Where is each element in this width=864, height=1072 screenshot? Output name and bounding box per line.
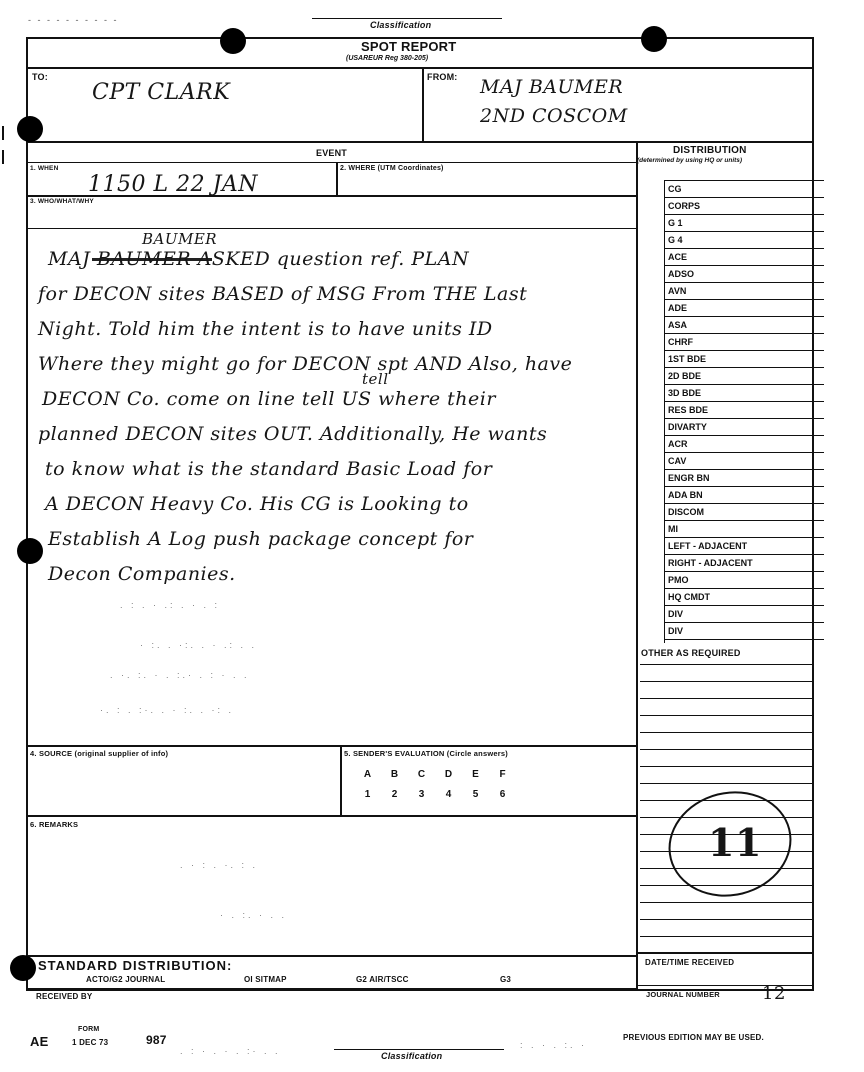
when-value: 1150 L 22 JAN xyxy=(88,172,259,197)
std-dist-top-line xyxy=(26,955,636,957)
blank-line xyxy=(640,766,812,767)
dist-item: MI xyxy=(664,521,824,538)
margin-mark xyxy=(2,126,4,140)
form-title: SPOT REPORT xyxy=(361,39,457,54)
eval-letter[interactable]: D xyxy=(444,769,453,780)
distribution-title: DISTRIBUTION xyxy=(673,145,747,156)
distribution-subtitle: (determined by using HQ or units) xyxy=(637,157,743,164)
punch-hole xyxy=(10,955,36,981)
journal-line xyxy=(636,985,814,986)
to-from-bottom xyxy=(26,141,814,143)
blank-line xyxy=(640,749,812,750)
scan-noise: . : · . · . :· . . xyxy=(180,1046,281,1056)
dist-item: ADA BN xyxy=(664,487,824,504)
narrative-line-7: to know what is the standard Basic Load for xyxy=(45,458,493,480)
eval-number[interactable]: 6 xyxy=(499,789,506,800)
blank-line xyxy=(640,681,812,682)
scan-noise: . : . · .: . · . : xyxy=(120,600,221,610)
std-dist-item-2: OI SITMAP xyxy=(244,975,287,984)
received-by-line xyxy=(26,988,636,989)
blank-line xyxy=(640,664,812,665)
dist-item: CAV xyxy=(664,453,824,470)
evaluation-numbers[interactable] xyxy=(354,789,516,800)
scan-noise: · :. . ·:. . · .: . . xyxy=(140,640,257,650)
distribution-divider xyxy=(636,141,638,991)
dist-item: AVN xyxy=(664,283,824,300)
remarks-top-line xyxy=(26,815,636,817)
scan-noise: : . · . :. · xyxy=(520,1040,587,1050)
blank-line xyxy=(640,698,812,699)
dist-item: CHRF xyxy=(664,334,824,351)
dist-item: ADSO xyxy=(664,266,824,283)
dist-item: ACE xyxy=(664,249,824,266)
dist-item: HQ CMDT xyxy=(664,589,824,606)
footer-form-date: 1 DEC 73 xyxy=(72,1038,109,1047)
classification-top: Classification xyxy=(370,20,432,30)
narrative-line-1: MAJ BAUMER ASKED question ref. PLAN xyxy=(48,248,470,270)
dist-list-border xyxy=(664,181,665,643)
punch-hole xyxy=(17,116,43,142)
eval-number[interactable]: 2 xyxy=(391,789,398,800)
scan-noise: . ·. :. · . :.· . : · . . xyxy=(110,670,250,680)
blank-line xyxy=(640,919,812,920)
scan-noise: . · : . ·. : . xyxy=(180,860,258,870)
eval-letter[interactable]: B xyxy=(390,769,399,780)
classification-line-top xyxy=(312,18,502,19)
footer-form-label: FORM xyxy=(78,1026,100,1033)
eval-number[interactable]: 1 xyxy=(364,789,371,800)
blank-line xyxy=(640,715,812,716)
when-top-line xyxy=(26,162,636,163)
date-time-label: DATE/TIME RECEIVED xyxy=(645,958,735,967)
std-dist-item-4: G3 xyxy=(500,975,512,984)
dist-item: 3D BDE xyxy=(664,385,824,402)
from-line1: MAJ BAUMER xyxy=(480,76,624,98)
when-label: 1. WHEN xyxy=(30,165,59,172)
dist-item: G 1 xyxy=(664,215,824,232)
to-value: CPT CLARK xyxy=(92,80,231,105)
dist-item: CG xyxy=(664,181,824,198)
footer-ae: AE xyxy=(30,1034,49,1049)
header-specks: - - - - - - - - - - xyxy=(28,15,119,25)
std-dist-item-1: ACTO/G2 JOURNAL xyxy=(86,975,166,984)
event-label: EVENT xyxy=(316,148,348,158)
remarks-label: 6. REMARKS xyxy=(30,820,79,829)
std-dist-label: STANDARD DISTRIBUTION: xyxy=(38,958,233,973)
where-bottom-line xyxy=(26,195,636,197)
eval-number[interactable]: 4 xyxy=(445,789,452,800)
title-divider xyxy=(26,67,814,69)
distribution-list xyxy=(664,181,824,643)
narrative-line-10: Decon Companies. xyxy=(48,563,236,585)
dist-item: G 4 xyxy=(664,232,824,249)
dist-item: DIV xyxy=(664,623,824,640)
dist-item: RIGHT - ADJACENT xyxy=(664,555,824,572)
punch-hole xyxy=(641,26,667,52)
dist-item: DIVARTY xyxy=(664,419,824,436)
journal-label: JOURNAL NUMBER xyxy=(646,990,720,999)
journal-number: 12 xyxy=(762,983,786,1004)
narrative-line-4: Where they might go for DECON spt AND Also, have xyxy=(38,353,573,375)
footer-previous-edition: PREVIOUS EDITION MAY BE USED. xyxy=(623,1033,764,1042)
blank-line xyxy=(640,902,812,903)
dist-item: LEFT - ADJACENT xyxy=(664,538,824,555)
evaluation-label: 5. SENDER'S EVALUATION (Circle answers) xyxy=(344,749,508,758)
from-label: FROM: xyxy=(427,72,458,82)
blank-line xyxy=(640,732,812,733)
eval-number[interactable]: 5 xyxy=(472,789,479,800)
who-underline xyxy=(26,228,636,229)
from-line2: 2ND COSCOM xyxy=(480,105,628,127)
footer-form-number: 987 xyxy=(146,1033,167,1047)
narrative-insert-above-1: BAUMER xyxy=(142,230,218,248)
narrative-line-5: DECON Co. come on line tell US where their xyxy=(42,388,496,410)
dist-item: ADE xyxy=(664,300,824,317)
source-top-line xyxy=(26,745,636,747)
dist-item: DISCOM xyxy=(664,504,824,521)
dist-item: ENGR BN xyxy=(664,470,824,487)
other-as-required-label: OTHER AS REQUIRED xyxy=(641,648,741,658)
narrative-line-6: planned DECON sites OUT. Additionally, He wants xyxy=(38,423,548,445)
narrative-line-3: Night. Told him the intent is to have units ID xyxy=(38,318,493,340)
eval-letter[interactable]: E xyxy=(472,769,479,780)
dist-item: RES BDE xyxy=(664,402,824,419)
dist-item: DIV xyxy=(664,606,824,623)
date-time-line xyxy=(636,952,814,954)
dist-item: ASA xyxy=(664,317,824,334)
scan-noise: · . :. · . . xyxy=(220,910,287,920)
dist-item: PMO xyxy=(664,572,824,589)
source-label: 4. SOURCE (original supplier of info) xyxy=(30,749,169,758)
narrative-line-2: for DECON sites BASED of MSG From THE Last xyxy=(38,283,528,305)
eval-letter[interactable]: F xyxy=(499,769,506,780)
to-label: TO: xyxy=(32,72,48,82)
narrative-line-9: Establish A Log push package concept for xyxy=(48,528,474,550)
narrative-insert-above-5: tell xyxy=(362,370,389,388)
eval-number[interactable]: 3 xyxy=(418,789,425,800)
blank-line xyxy=(640,783,812,784)
evaluation-letters[interactable] xyxy=(354,769,516,780)
punch-hole xyxy=(17,538,43,564)
margin-mark xyxy=(2,150,4,164)
to-from-divider xyxy=(422,67,424,141)
circled-stamp: 11 xyxy=(708,820,762,865)
when-where-divider xyxy=(336,162,338,195)
received-by-label: RECEIVED BY xyxy=(36,992,93,1001)
eval-letter[interactable]: C xyxy=(417,769,426,780)
source-eval-divider xyxy=(340,745,342,815)
narrative-line-8: A DECON Heavy Co. His CG is Looking to xyxy=(45,493,469,515)
dist-item: 1ST BDE xyxy=(664,351,824,368)
eval-letter[interactable]: A xyxy=(363,769,372,780)
dist-item: 2D BDE xyxy=(664,368,824,385)
scan-noise: ·. : . :·. . · :. . ·: . xyxy=(100,705,234,715)
where-label: 2. WHERE (UTM Coordinates) xyxy=(340,165,444,172)
punch-hole xyxy=(220,28,246,54)
form-subtitle: (USAREUR Reg 380-205) xyxy=(346,55,429,62)
blank-line xyxy=(640,936,812,937)
dist-item: ACR xyxy=(664,436,824,453)
who-label: 3. WHO/WHAT/WHY xyxy=(30,198,94,205)
classification-line-bottom xyxy=(334,1049,504,1050)
std-dist-item-3: G2 AIR/TSCC xyxy=(356,975,409,984)
classification-bottom: Classification xyxy=(381,1051,443,1061)
dist-item: CORPS xyxy=(664,198,824,215)
